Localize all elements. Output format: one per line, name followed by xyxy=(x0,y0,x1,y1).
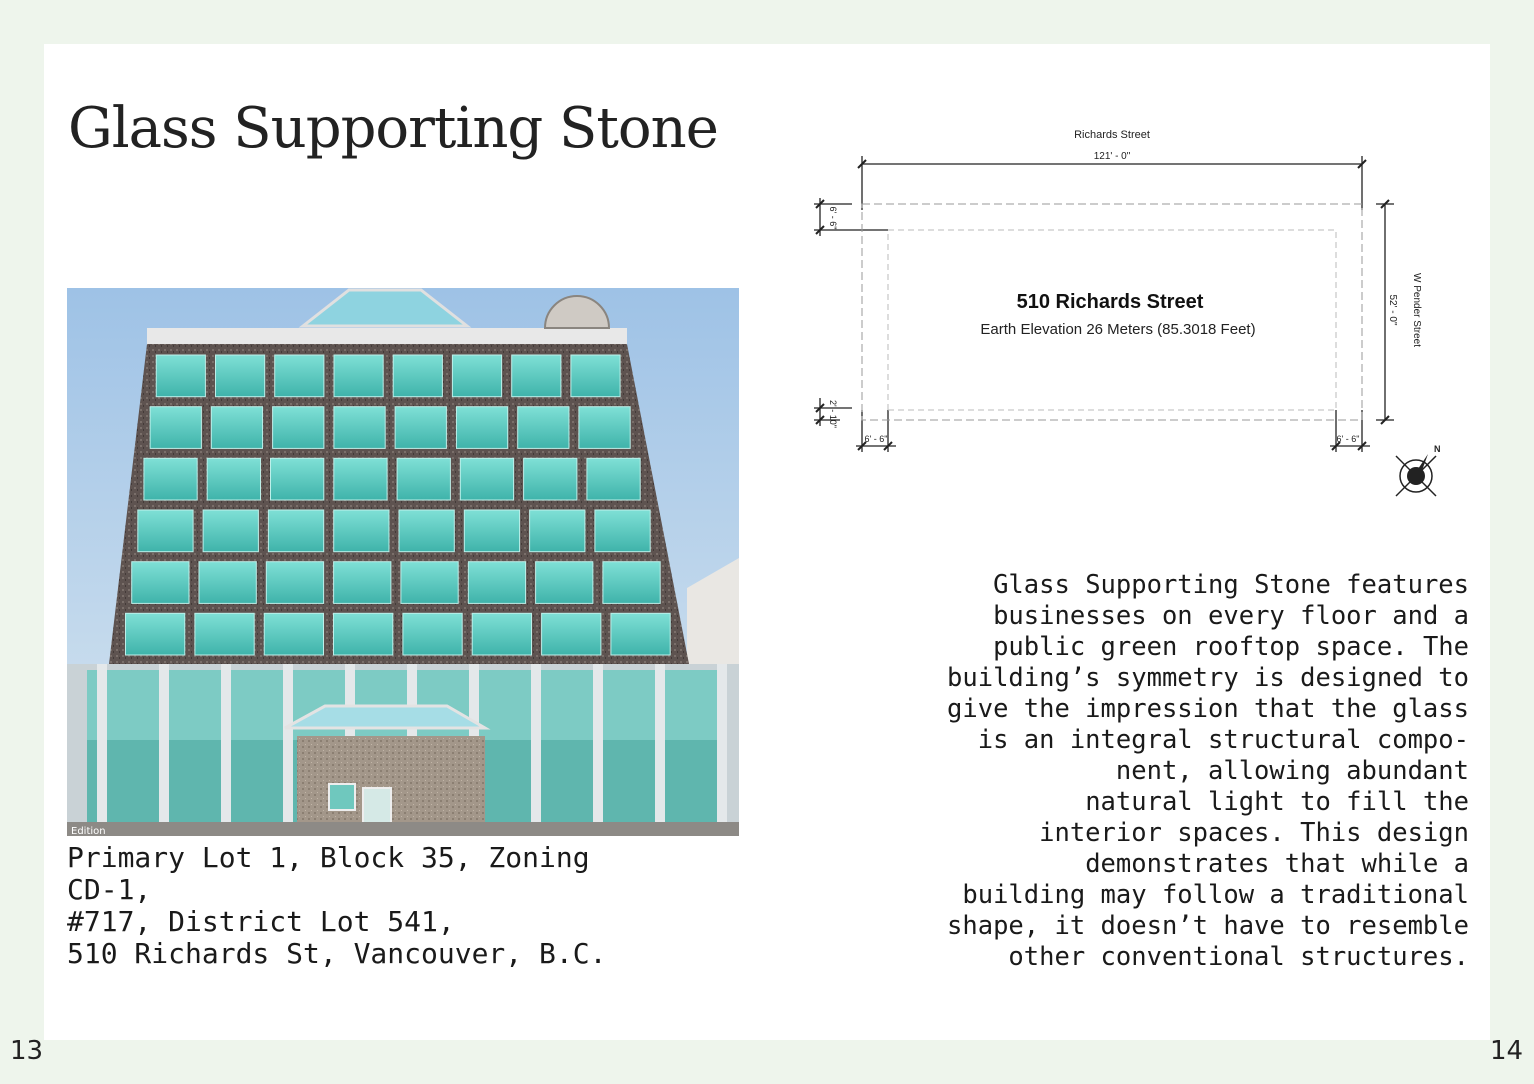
page-number-left: 13 xyxy=(10,1036,44,1066)
left-bottom-dimension-label: 2' - 10" xyxy=(828,400,838,428)
page-number-right: 14 xyxy=(1490,1036,1524,1066)
bottom-left-dimension-label: 6' - 6" xyxy=(864,434,888,444)
lot-info-line: Primary Lot 1, Block 35, Zoning xyxy=(67,841,590,874)
page-title: Glass Supporting Stone xyxy=(68,96,718,161)
building-rendering xyxy=(67,288,739,836)
lot-info xyxy=(67,842,767,970)
right-street-label: W Pender Street xyxy=(1411,273,1422,347)
site-elevation: Earth Elevation 26 Meters (85.3018 Feet) xyxy=(980,321,1256,338)
lot-info-line: #717, District Lot 541, xyxy=(67,905,455,938)
top-dimension-label: 121' - 0" xyxy=(1093,151,1131,162)
description-paragraph: Glass Supporting Stone features businesses on every floor and a public green rooftop space. The building’s symmetry is designed to give the impression that the glass is an integral structural compo- nent, allowing abundant natural light to fill the interior spaces. This design demonstrates that while a building may follow a traditional shape, it doesn’t have to resemble other conventional structures. xyxy=(947,570,1469,972)
lot-info-line: CD-1, xyxy=(67,873,152,906)
site-plan xyxy=(800,120,1460,510)
site-address: 510 Richards Street xyxy=(1016,291,1204,313)
lot-info-line: 510 Richards St, Vancouver, B.C. xyxy=(67,937,607,970)
left-top-dimension-label: 6' - 6" xyxy=(828,206,838,230)
north-label: N xyxy=(1434,444,1441,454)
photo-watermark: Edition xyxy=(71,826,106,836)
bottom-right-dimension-label: 6' - 6" xyxy=(1336,434,1360,444)
right-dimension-label: 52' - 0" xyxy=(1387,294,1398,326)
north-compass-icon xyxy=(1396,444,1441,496)
top-street-label: Richards Street xyxy=(1074,129,1150,141)
